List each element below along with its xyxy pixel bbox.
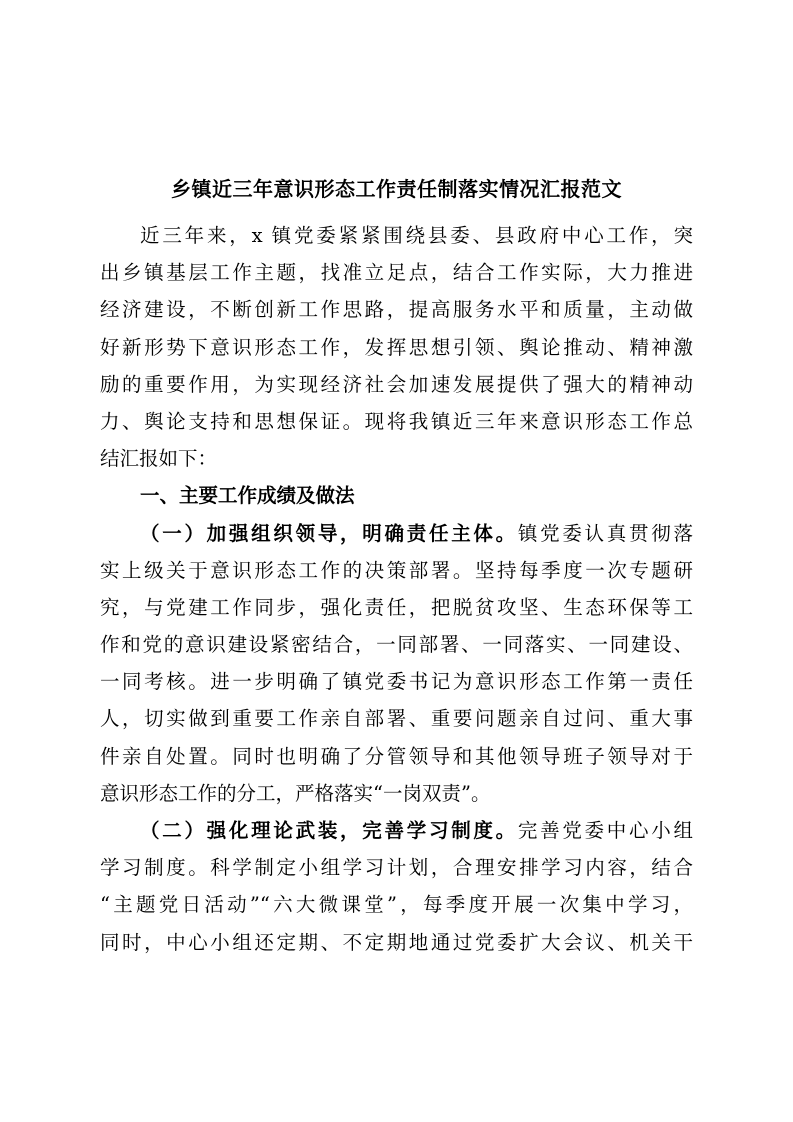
paragraph-line: “主题党日活动”“六大微课堂”，每季度开展一次集中学习， xyxy=(100,893,693,917)
paragraph-line: 出乡镇基层工作主题，找准立足点，结合工作实际，大力推进 xyxy=(100,261,693,285)
paragraph-line: 实上级关于意识形态工作的决策部署。坚持每季度一次专题研 xyxy=(100,558,693,582)
paragraph-line: 件亲自处置。同时也明确了分管领导和其他领导班子领导对于 xyxy=(100,744,693,768)
paragraph-line: 作和党的意识建设紧密结合，一同部署、一同落实、一同建设、 xyxy=(100,633,693,657)
paragraph-line: 同时，中心小组还定期、不定期地通过党委扩大会议、机关干 xyxy=(100,930,693,954)
paragraph-line: 学习制度。科学制定小组学习计划，合理安排学习内容，结合 xyxy=(100,856,693,880)
paragraph-line: 励的重要作用，为实现经济社会加速发展提供了强大的精神动 xyxy=(100,372,693,396)
document-body xyxy=(100,217,693,961)
paragraph-line: 力、舆论支持和思想保证。现将我镇近三年来意识形态工作总 xyxy=(100,409,693,433)
subsection-first-line xyxy=(100,515,693,552)
paragraph-line: 究，与党建工作同步，强化责任，把脱贫攻坚、生态环保等工 xyxy=(100,595,693,619)
paragraph-line: 近三年来，x 镇党委紧紧围绕县委、县政府中心工作，突 xyxy=(140,224,693,247)
paragraph-line: 一同考核。进一步明确了镇党委书记为意识形态工作第一责任 xyxy=(100,670,693,694)
paragraph-text: 镇党委认真贯彻落 xyxy=(517,521,693,545)
subsection-first-line xyxy=(100,812,693,849)
paragraph-line: 结汇报如下： xyxy=(100,447,218,471)
paragraph-line: 意识形态工作的分工，严格落实“一岗双责”。 xyxy=(100,781,491,805)
paragraph-line: 经济建设，不断创新工作思路，提高服务水平和质量，主动做 xyxy=(100,298,693,322)
paragraph-line: 人，切实做到重要工作亲自部署、重要问题亲自过问、重大事 xyxy=(100,707,693,731)
paragraph-text: 完善党委中心小组 xyxy=(517,819,693,842)
document-title: 乡镇近三年意识形态工作责任制落实情况汇报范文 xyxy=(171,177,622,201)
subsection-heading: （二）强化理论武装，完善学习制度。 xyxy=(140,819,518,842)
subsection-heading: （一）加强组织领导，明确责任主体。 xyxy=(140,521,518,545)
section-heading: 一、主要工作成绩及做法 xyxy=(140,484,355,508)
paragraph-line: 好新形势下意识形态工作，发挥思想引领、舆论推动、精神激 xyxy=(100,335,693,359)
